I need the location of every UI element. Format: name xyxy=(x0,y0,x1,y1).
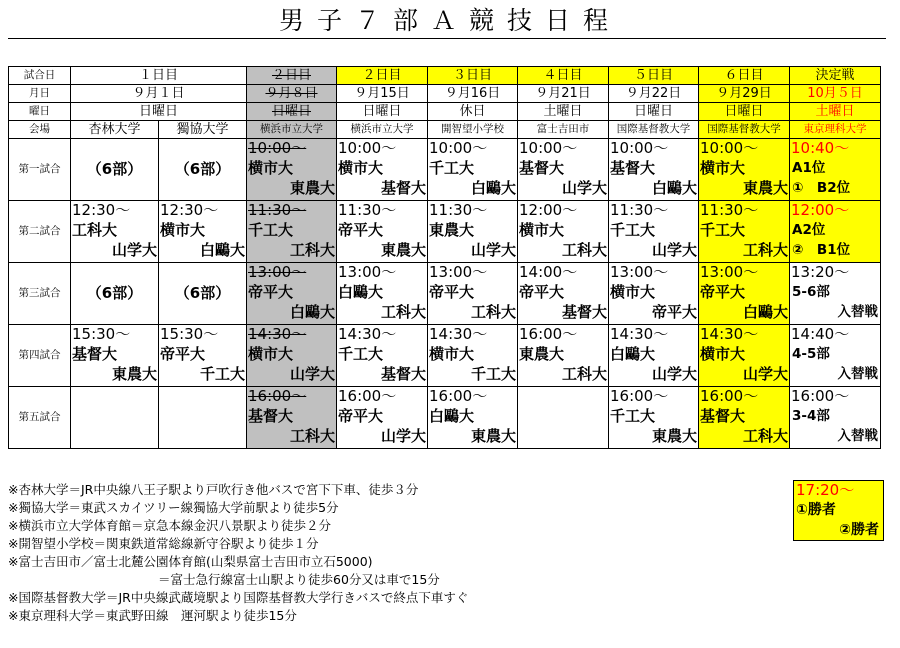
match-home: 東農大 xyxy=(429,221,475,239)
match-time: 16:00〜 xyxy=(519,325,578,343)
match-home: 横市大 xyxy=(338,159,384,177)
day-row xyxy=(9,67,881,85)
day1-weekday: 日曜日 xyxy=(71,103,247,121)
match-away: 基督大 xyxy=(561,303,607,321)
final-line2: 入替戦 xyxy=(837,366,878,382)
match-home: 基督大 xyxy=(700,407,746,425)
match-away: 工科大 xyxy=(561,241,607,259)
match-time: 16:00〜 xyxy=(338,387,397,405)
final-line1: 5-6部 xyxy=(792,284,830,300)
col5-date: ９月29日 xyxy=(699,85,790,103)
match-home: 東農大 xyxy=(519,345,565,363)
match-time: 10:00〜 xyxy=(338,139,397,157)
final-g4 xyxy=(790,325,881,387)
match-home: 基督大 xyxy=(72,345,118,363)
col0-g4 xyxy=(247,325,337,387)
match-away: 東農大 xyxy=(380,241,426,259)
match-away: 山学大 xyxy=(380,427,426,445)
weekday-row xyxy=(9,103,881,121)
col4-g1 xyxy=(609,139,699,201)
day1-g4-a xyxy=(71,325,159,387)
game5-row xyxy=(9,387,881,449)
col0-g5 xyxy=(247,387,337,449)
col0-g2 xyxy=(247,201,337,263)
col3-venue: 富士吉田市 xyxy=(518,121,609,139)
title-underline xyxy=(8,38,886,39)
final-weekday: 土曜日 xyxy=(790,103,881,121)
row-label-game5: 第五試合 xyxy=(9,387,71,449)
match-away: 工科大 xyxy=(742,241,788,259)
final-day: 決定戦 xyxy=(790,67,881,85)
match-away: 山学大 xyxy=(651,365,697,383)
final-time: 17:20〜 xyxy=(796,481,855,499)
day1-g3-a: （6部） xyxy=(71,263,159,325)
game3-row xyxy=(9,263,881,325)
match-away: 東農大 xyxy=(742,179,788,197)
match-time: 12:30〜 xyxy=(160,201,219,219)
match-time: 16:00〜 xyxy=(429,387,488,405)
match-time: 15:30〜 xyxy=(160,325,219,343)
col2-g1 xyxy=(428,139,518,201)
match-time: 14:30〜 xyxy=(610,325,669,343)
col0-g3 xyxy=(247,263,337,325)
match-time: 16:00〜 xyxy=(248,387,307,405)
match-away: 東農大 xyxy=(111,365,157,383)
match-away: 帝平大 xyxy=(651,303,697,321)
match-home: 白鷗大 xyxy=(429,407,475,425)
match-home: 帝平大 xyxy=(248,283,294,301)
day1-g1-b: （6部） xyxy=(159,139,247,201)
match-home: 帝平大 xyxy=(160,345,206,363)
day1-g2-a xyxy=(71,201,159,263)
schedule-table xyxy=(8,66,881,449)
day1-g3-b: （6部） xyxy=(159,263,247,325)
venue-row xyxy=(9,121,881,139)
match-time: 13:00〜 xyxy=(338,263,397,281)
game1-row xyxy=(9,139,881,201)
game2-row xyxy=(9,201,881,263)
match-home: 横市大 xyxy=(700,345,746,363)
match-away: 千工大 xyxy=(199,365,245,383)
match-time: 10:00〜 xyxy=(519,139,578,157)
match-time: 10:00〜 xyxy=(610,139,669,157)
match-time: 11:30〜 xyxy=(700,201,759,219)
final-time: 14:40〜 xyxy=(791,325,850,343)
match-time: 13:00〜 xyxy=(700,263,759,281)
final-time: 10:40〜 xyxy=(791,139,850,157)
match-time: 16:00〜 xyxy=(610,387,669,405)
final-date: 10月５日 xyxy=(790,85,881,103)
row-label-weekday: 曜日 xyxy=(9,103,71,121)
col5-g1 xyxy=(699,139,790,201)
match-home: 千工大 xyxy=(700,221,746,239)
match-away: 工科大 xyxy=(380,303,426,321)
row-label-date: 月日 xyxy=(9,85,71,103)
col1-g3 xyxy=(337,263,428,325)
match-away: 白鷗大 xyxy=(651,179,697,197)
final-line2: ② B1位 xyxy=(792,242,851,258)
match-away: 工科大 xyxy=(289,241,335,259)
match-away: 白鷗大 xyxy=(199,241,245,259)
col3-g2 xyxy=(518,201,609,263)
final-g1 xyxy=(790,139,881,201)
date-row xyxy=(9,85,881,103)
row-label-venue: 会場 xyxy=(9,121,71,139)
day1-venue-b: 獨協大学 xyxy=(159,121,247,139)
page-title: 男子７部Ａ競技日程 xyxy=(278,6,621,35)
match-home: 基督大 xyxy=(248,407,294,425)
col0-venue: 横浜市立大学 xyxy=(247,121,337,139)
final-line2: ① B2位 xyxy=(792,180,851,196)
col2-weekday: 休日 xyxy=(428,103,518,121)
match-time: 12:00〜 xyxy=(519,201,578,219)
row-label-game2: 第二試合 xyxy=(9,201,71,263)
match-home: 白鷗大 xyxy=(610,345,656,363)
match-home: 白鷗大 xyxy=(338,283,384,301)
col1-day: ２日目 xyxy=(337,67,428,85)
col5-weekday: 日曜日 xyxy=(699,103,790,121)
final-g2 xyxy=(790,201,881,263)
col2-g5 xyxy=(428,387,518,449)
col1-g1 xyxy=(337,139,428,201)
match-away: 東農大 xyxy=(470,427,516,445)
game4-row xyxy=(9,325,881,387)
col5-g4 xyxy=(699,325,790,387)
note-line: ※横浜市立大学体育館＝京急本線金沢八景駅より徒歩２分 xyxy=(8,518,331,533)
col1-venue: 横浜市立大学 xyxy=(337,121,428,139)
col5-g3 xyxy=(699,263,790,325)
match-time: 12:30〜 xyxy=(72,201,131,219)
day1-g5-b xyxy=(159,387,247,449)
col4-weekday: 日曜日 xyxy=(609,103,699,121)
match-time: 14:30〜 xyxy=(248,325,307,343)
col5-g2 xyxy=(699,201,790,263)
col1-g2 xyxy=(337,201,428,263)
match-home: 帝平大 xyxy=(700,283,746,301)
col4-g4 xyxy=(609,325,699,387)
note-line: ＝富士急行線富士山駅より徒歩60分又は車で15分 xyxy=(158,572,440,587)
final-line1: A2位 xyxy=(792,222,826,238)
col1-g5 xyxy=(337,387,428,449)
final-line2: 入替戦 xyxy=(837,304,878,320)
match-home: 横市大 xyxy=(610,283,656,301)
final-g5 xyxy=(790,387,881,449)
day1-g5-a xyxy=(71,387,159,449)
final-g3 xyxy=(790,263,881,325)
col2-day: ３日目 xyxy=(428,67,518,85)
col4-g3 xyxy=(609,263,699,325)
match-time: 14:30〜 xyxy=(700,325,759,343)
note-line: ※獨協大学＝東武スカイツリー線獨協大学前駅より徒歩5分 xyxy=(8,500,339,515)
final-time: 13:20〜 xyxy=(791,263,850,281)
final-line1: 4-5部 xyxy=(792,346,830,362)
match-home: 千工大 xyxy=(610,407,656,425)
match-time: 11:30〜 xyxy=(248,201,307,219)
row-label-game4: 第四試合 xyxy=(9,325,71,387)
col1-date: ９月15日 xyxy=(337,85,428,103)
match-away: 工科大 xyxy=(470,303,516,321)
match-home: 横市大 xyxy=(248,345,294,363)
match-time: 15:30〜 xyxy=(72,325,131,343)
col2-g4 xyxy=(428,325,518,387)
col2-g3 xyxy=(428,263,518,325)
match-home: 基督大 xyxy=(610,159,656,177)
match-home: 横市大 xyxy=(248,159,294,177)
match-away: 山学大 xyxy=(742,365,788,383)
final-time: 12:00〜 xyxy=(791,201,850,219)
col5-g5 xyxy=(699,387,790,449)
day1-day: １日目 xyxy=(71,67,247,85)
match-away: 工科大 xyxy=(742,427,788,445)
match-time: 13:00〜 xyxy=(610,263,669,281)
match-home: 横市大 xyxy=(429,345,475,363)
col3-date: ９月21日 xyxy=(518,85,609,103)
match-time: 10:00〜 xyxy=(248,139,307,157)
match-time: 11:30〜 xyxy=(429,201,488,219)
final-extra-match xyxy=(793,480,884,541)
match-time: 13:00〜 xyxy=(248,263,307,281)
match-home: 横市大 xyxy=(160,221,206,239)
col1-weekday: 日曜日 xyxy=(337,103,428,121)
match-time: 16:00〜 xyxy=(700,387,759,405)
venue-notes xyxy=(8,481,468,625)
match-home: 千工大 xyxy=(248,221,294,239)
match-time: 11:30〜 xyxy=(338,201,397,219)
match-away: 山学大 xyxy=(561,179,607,197)
match-away: 千工大 xyxy=(470,365,516,383)
match-away: 基督大 xyxy=(380,179,426,197)
final-line2: 入替戦 xyxy=(837,428,878,444)
final-time: 16:00〜 xyxy=(791,387,850,405)
match-home: 帝平大 xyxy=(338,221,384,239)
col0-day: ２日目 xyxy=(247,67,337,85)
day1-date: ９月１日 xyxy=(71,85,247,103)
note-line: ※東京理科大学＝東武野田線 運河駅より徒歩15分 xyxy=(8,608,297,623)
final-venue: 東京理科大学 xyxy=(790,121,881,139)
col5-day: ６日目 xyxy=(699,67,790,85)
note-line: ※開智望小学校＝関東鉄道常総線新守谷駅より徒歩１分 xyxy=(8,536,319,551)
match-home: 千工大 xyxy=(338,345,384,363)
match-time: 10:00〜 xyxy=(700,139,759,157)
match-away: 白鷗大 xyxy=(742,303,788,321)
col4-date: ９月22日 xyxy=(609,85,699,103)
match-home: 帝平大 xyxy=(519,283,565,301)
day1-g1-a: （6部） xyxy=(71,139,159,201)
final-line1: ①勝者 xyxy=(796,502,836,518)
match-time: 14:00〜 xyxy=(519,263,578,281)
match-away: 工科大 xyxy=(561,365,607,383)
note-line: ※国際基督教大学＝JR中央線武蔵境駅より国際基督教大学行きバスで終点下車すぐ xyxy=(8,590,469,605)
match-away: 基督大 xyxy=(380,365,426,383)
match-home: 工科大 xyxy=(72,221,118,239)
match-home: 帝平大 xyxy=(429,283,475,301)
note-line: ※杏林大学＝JR中央線八王子駅より戸吹行き他バスで宮下下車、徒歩３分 xyxy=(8,482,419,497)
match-away: 山学大 xyxy=(651,241,697,259)
match-time: 11:30〜 xyxy=(610,201,669,219)
match-time: 14:30〜 xyxy=(429,325,488,343)
col0-date: ９月８日 xyxy=(247,85,337,103)
match-away: 東農大 xyxy=(651,427,697,445)
col3-weekday: 土曜日 xyxy=(518,103,609,121)
match-home: 千工大 xyxy=(429,159,475,177)
match-home: 帝平大 xyxy=(338,407,384,425)
col5-venue: 国際基督教大学 xyxy=(699,121,790,139)
col3-day: ４日目 xyxy=(518,67,609,85)
note-line: ※富士吉田市／富士北麓公園体育館(山梨県富士吉田市立石5000) xyxy=(8,554,373,569)
match-away: 工科大 xyxy=(289,427,335,445)
final-line1: A1位 xyxy=(792,160,826,176)
col4-day: ５日目 xyxy=(609,67,699,85)
match-time: 13:00〜 xyxy=(429,263,488,281)
col3-g1 xyxy=(518,139,609,201)
match-home: 千工大 xyxy=(610,221,656,239)
match-time: 10:00〜 xyxy=(429,139,488,157)
final-line1: 3-4部 xyxy=(792,408,830,424)
match-away: 白鷗大 xyxy=(470,179,516,197)
col4-g2 xyxy=(609,201,699,263)
match-away: 山学大 xyxy=(470,241,516,259)
col2-g2 xyxy=(428,201,518,263)
match-away: 白鷗大 xyxy=(289,303,335,321)
match-home: 基督大 xyxy=(519,159,565,177)
match-time: 14:30〜 xyxy=(338,325,397,343)
match-away: 山学大 xyxy=(289,365,335,383)
col3-g5 xyxy=(518,387,609,449)
row-label-day: 試合日 xyxy=(9,67,71,85)
col2-date: ９月16日 xyxy=(428,85,518,103)
col3-g4 xyxy=(518,325,609,387)
day1-g2-b xyxy=(159,201,247,263)
col2-venue: 開智望小学校 xyxy=(428,121,518,139)
col3-g3 xyxy=(518,263,609,325)
match-away: 東農大 xyxy=(289,179,335,197)
col4-g5 xyxy=(609,387,699,449)
final-line2: ②勝者 xyxy=(839,522,879,538)
col0-weekday: 日曜日 xyxy=(247,103,337,121)
row-label-game1: 第一試合 xyxy=(9,139,71,201)
match-away: 山学大 xyxy=(111,241,157,259)
col4-venue: 国際基督教大学 xyxy=(609,121,699,139)
day1-g4-b xyxy=(159,325,247,387)
match-home: 横市大 xyxy=(519,221,565,239)
match-home: 横市大 xyxy=(700,159,746,177)
row-label-game3: 第三試合 xyxy=(9,263,71,325)
col0-g1 xyxy=(247,139,337,201)
col1-g4 xyxy=(337,325,428,387)
day1-venue-a: 杏林大学 xyxy=(71,121,159,139)
